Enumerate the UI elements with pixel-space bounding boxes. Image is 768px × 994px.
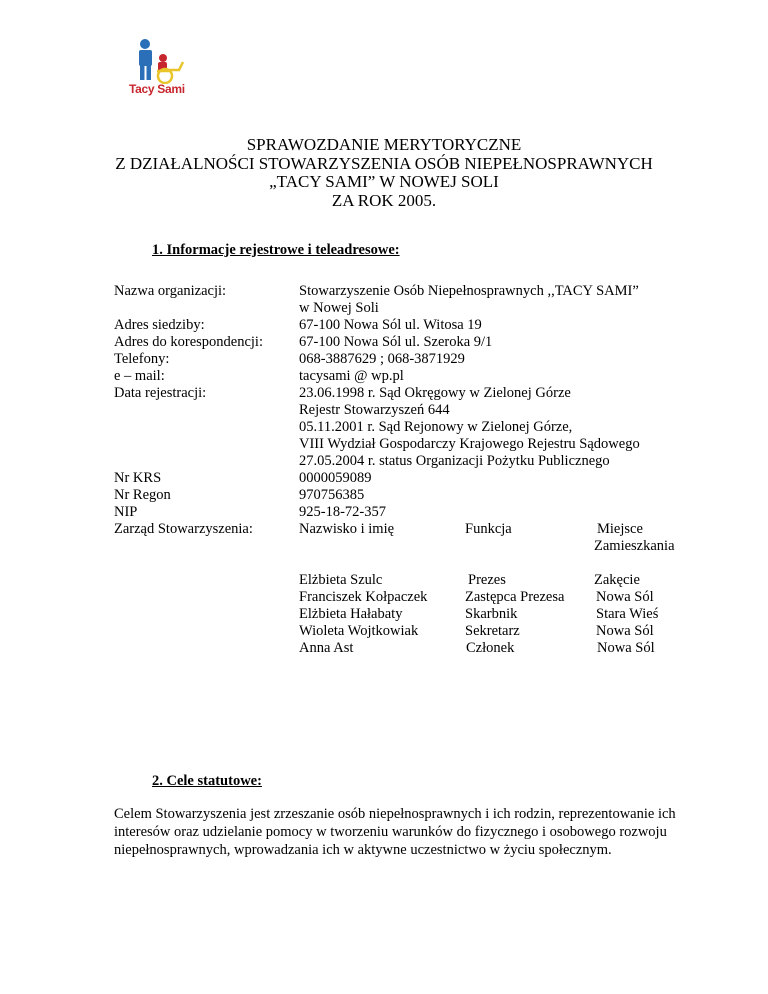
board-row-name: Elżbieta Szulc [299, 572, 383, 588]
title-line-3: „TACY SAMI” W NOWEJ SOLI [269, 172, 499, 191]
label-organization-name: Nazwa organizacji: [114, 283, 227, 299]
organization-logo [127, 38, 193, 100]
value-organization-name: Stowarzyszenie Osób Niepełnosprawnych ,,TACY SAMI” [299, 283, 639, 299]
board-header-place: Miejsce [597, 521, 643, 537]
value-email: tacysami @ wp.pl [299, 368, 404, 384]
section-1-heading: 1. Informacje rejestrowe i teleadresowe: [152, 242, 400, 258]
title-line-1: SPRAWOZDANIE MERYTORYCZNE [246, 135, 522, 154]
value-seat-address: 67-100 Nowa Sól ul. Witosa 19 [299, 317, 482, 333]
board-row-name: Wioleta Wojtkowiak [299, 623, 419, 639]
value-registration-5: 27.05.2004 r. status Organizacji Pożytku Publicznego [299, 453, 610, 469]
value-registration-3: 05.11.2001 r. Sąd Rejonowy w Zielonej Górze, [299, 419, 573, 435]
label-phones: Telefony: [114, 351, 170, 367]
board-row-place: Zakęcie [594, 572, 640, 588]
board-row-function: Członek [466, 640, 515, 656]
label-registration-date: Data rejestracji: [114, 385, 207, 401]
label-regon: Nr Regon [114, 487, 171, 503]
label-nip: NIP [114, 504, 138, 520]
board-row-function: Zastępca Prezesa [465, 589, 565, 605]
board-row-name: Anna Ast [299, 640, 354, 656]
board-header-function: Funkcja [465, 521, 512, 537]
board-row-place: Nowa Sól [597, 640, 655, 656]
value-krs: 0000059089 [299, 470, 372, 486]
board-row-name: Elżbieta Hałabaty [299, 606, 403, 622]
board-row-place: Stara Wieś [596, 606, 659, 622]
section-2-heading: 2. Cele statutowe: [152, 773, 262, 789]
board-row-function: Prezes [468, 572, 506, 588]
value-phones: 068-3887629 ; 068-3871929 [299, 351, 465, 367]
value-registration-2: Rejestr Stowarzyszeń 644 [299, 402, 450, 418]
value-nip: 925-18-72-357 [299, 504, 386, 520]
board-row-function: Skarbnik [465, 606, 518, 622]
label-board: Zarząd Stowarzyszenia: [114, 521, 253, 537]
board-row-name: Franciszek Kołpaczek [299, 589, 428, 605]
board-row-place: Nowa Sól [596, 589, 654, 605]
value-organization-name-2: w Nowej Soli [299, 300, 379, 316]
value-registration-4: VIII Wydział Gospodarczy Krajowego Rejestru Sądowego [299, 436, 640, 452]
value-correspondence-address: 67-100 Nowa Sól ul. Szeroka 9/1 [299, 334, 493, 350]
title-line-2: Z DZIAŁALNOŚCI STOWARZYSZENIA OSÓB NIEPEŁNOSPRAWNYCH [115, 153, 653, 173]
value-regon: 970756385 [299, 487, 365, 503]
label-krs: Nr KRS [114, 470, 162, 486]
label-correspondence-address: Adres do korespondencji: [114, 334, 263, 350]
title-line-4: ZA ROK 2005. [331, 190, 437, 210]
statutory-goals-paragraph: Celem Stowarzyszenia jest zrzeszanie osób niepełnosprawnych i ich rodzin, reprezentowanie ich interesów oraz udzielanie pomocy w tworzeniu warunków do fizycznego i osobowego rozwoju niepełnosprawnych, wprowadzania ich w aktywne uczestnictwo w życiu społecznym. [114, 806, 676, 858]
board-header-name: Nazwisko i imię [299, 521, 395, 537]
label-email: e – mail: [114, 368, 165, 384]
logo-text: Tacy Sami [129, 82, 185, 96]
label-seat-address: Adres siedziby: [114, 317, 205, 333]
board-row-place: Nowa Sól [596, 623, 654, 639]
logo-figures-icon [127, 38, 193, 84]
value-registration-1: 23.06.1998 r. Sąd Okręgowy w Zielonej Górze [299, 385, 571, 401]
board-header-place-2: Zamieszkania [594, 538, 675, 554]
report-title [0, 136, 768, 210]
board-row-function: Sekretarz [465, 623, 520, 639]
